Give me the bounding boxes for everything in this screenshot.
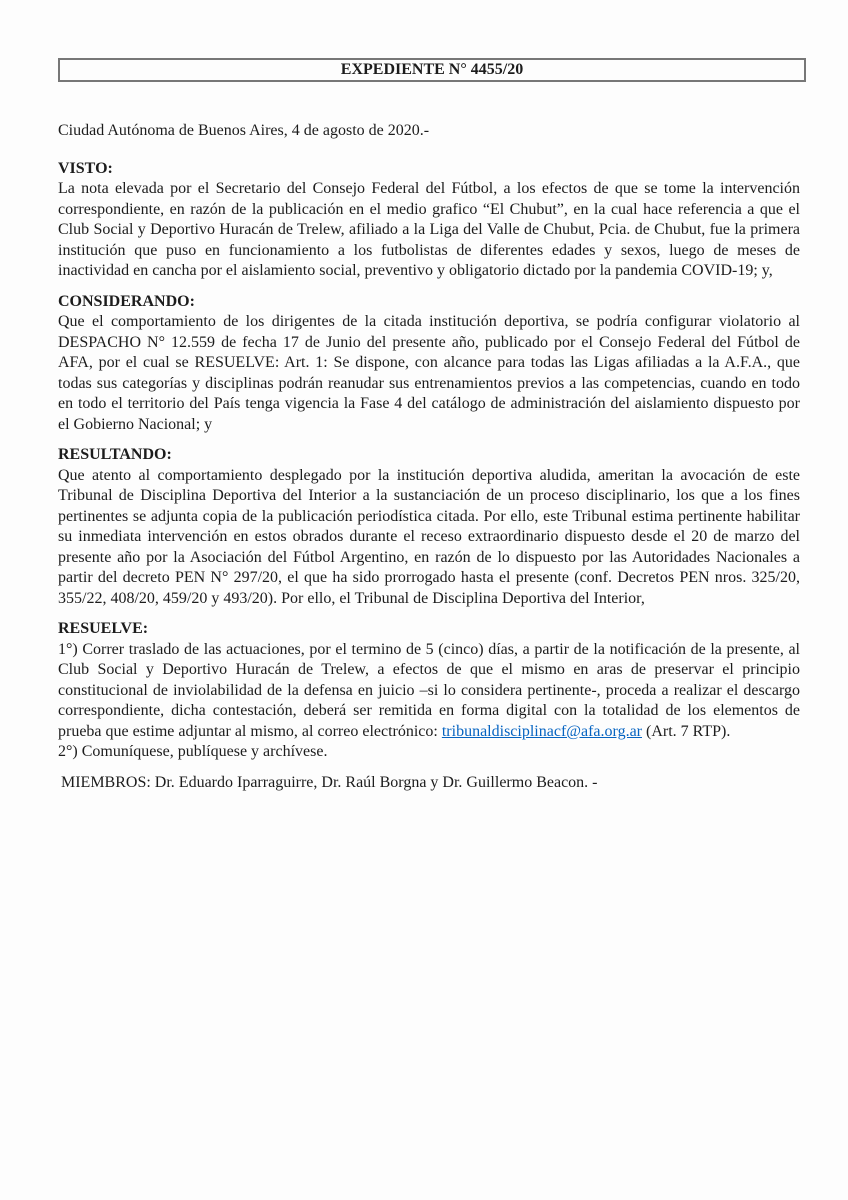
resuelve-text-after-email: (Art. 7 RTP). xyxy=(642,722,731,740)
section-resultando xyxy=(58,445,800,609)
section-heading-considerando: CONSIDERANDO: xyxy=(58,292,195,310)
expediente-header-box xyxy=(58,58,806,82)
email-link[interactable]: tribunaldisciplinacf@afa.org.ar xyxy=(441,722,642,740)
resuelve-second-item: 2°) Comuníquese, publíquese y archívese. xyxy=(58,743,328,760)
section-heading-resuelve: RESUELVE: xyxy=(58,620,149,637)
section-heading-visto: VISTO: xyxy=(58,159,113,177)
members-line: MIEMBROS: Dr. Eduardo Iparraguirre, Dr. Raúl Borgna y Dr. Guillermo Beacon. - xyxy=(61,773,598,791)
section-heading-resultando: RESULTANDO: xyxy=(58,446,172,463)
resuelve-text-before-email: 1°) Correr traslado de las actuaciones, por el termino de 5 (cinco) días, a partir de la notificación de la presente, al Club Social y Deportivo Huracán de Trelew, a efectos de que el mismo en aras de preservar el principio constitucional de inviolabilidad de la defensa en juicio –si lo considera pertinente-, proceda a realizar el descargo correspondiente, dicha contestación, deberá ser remitida en forma digital con la totalidad de los elementos de prueba que estime adjuntar al mismo, al correo electrónico: xyxy=(58,640,800,740)
section-body-visto: La nota elevada por el Secretario del Consejo Federal del Fútbol, a los efectos de que se tome la intervención correspondiente, en razón de la publicación en el medio grafico “El Chubut”, en la cual hace referencia a que el Club Social y Deportivo Huracán de Trelew, afiliado a la Liga del Valle de Chubut, Pcia. de Chubut, fue la primera institución que puso en funcionamiento a los futbolistas de diferentes edades y sexos, luego de meses de inactividad en cancha por el aislamiento social, preventivo y obligatorio dictado por la pandemia COVID-19; y, xyxy=(58,180,800,279)
section-considerando xyxy=(58,292,800,436)
expediente-title: EXPEDIENTE N° 4455/20 xyxy=(340,61,524,78)
section-body-resuelve xyxy=(58,640,800,763)
section-body-resultando: Que atento al comportamiento desplegado por la institución deportiva aludida, ameritan la avocación de este Tribunal de Disciplina Deportiva del Interior a la sustanciación de un proceso disciplinario, los que a los fines pertinentes se adjunta copia de la publicación periodística citada. Por ello, este Tribunal estima pertinente habilitar su inmediata intervención en estos obrados durante el receso extraordinario dispuesto desde el 20 de marzo del presente año por la Asociación del Fútbol Argentino, en razón de lo dispuesto por las Autoridades Nacionales a partir del decreto PEN N° 297/20, el que ha sido prorrogado hasta el presente (conf. Decretos PEN nros. 325/20, 355/22, 408/20, 459/20 y 493/20). Por ello, el Tribunal de Disciplina Deportiva del Interior, xyxy=(58,466,800,607)
section-visto xyxy=(58,159,800,282)
section-body-considerando: Que el comportamiento de los dirigentes de la citada institución deportiva, se podría configurar violatorio al DESPACHO N° 12.559 de fecha 17 de Junio del presente año, publicado por el Consejo Federal del Fútbol de AFA, por el cual se RESUELVE: Art. 1: Se dispone, con alcance para todas las Ligas afiliadas a la A.F.A., que todas sus categorías y disciplinas podrán reanudar sus entrenamientos previos a las competencias, cuando en todo en todo el territorio del País tenga vigencia la Fase 4 del catálogo de administración del aislamiento dispuesto por el Gobierno Nacional; y xyxy=(58,313,800,433)
date-line: Ciudad Autónoma de Buenos Aires, 4 de agosto de 2020.- xyxy=(58,122,430,139)
section-resuelve xyxy=(58,619,800,763)
